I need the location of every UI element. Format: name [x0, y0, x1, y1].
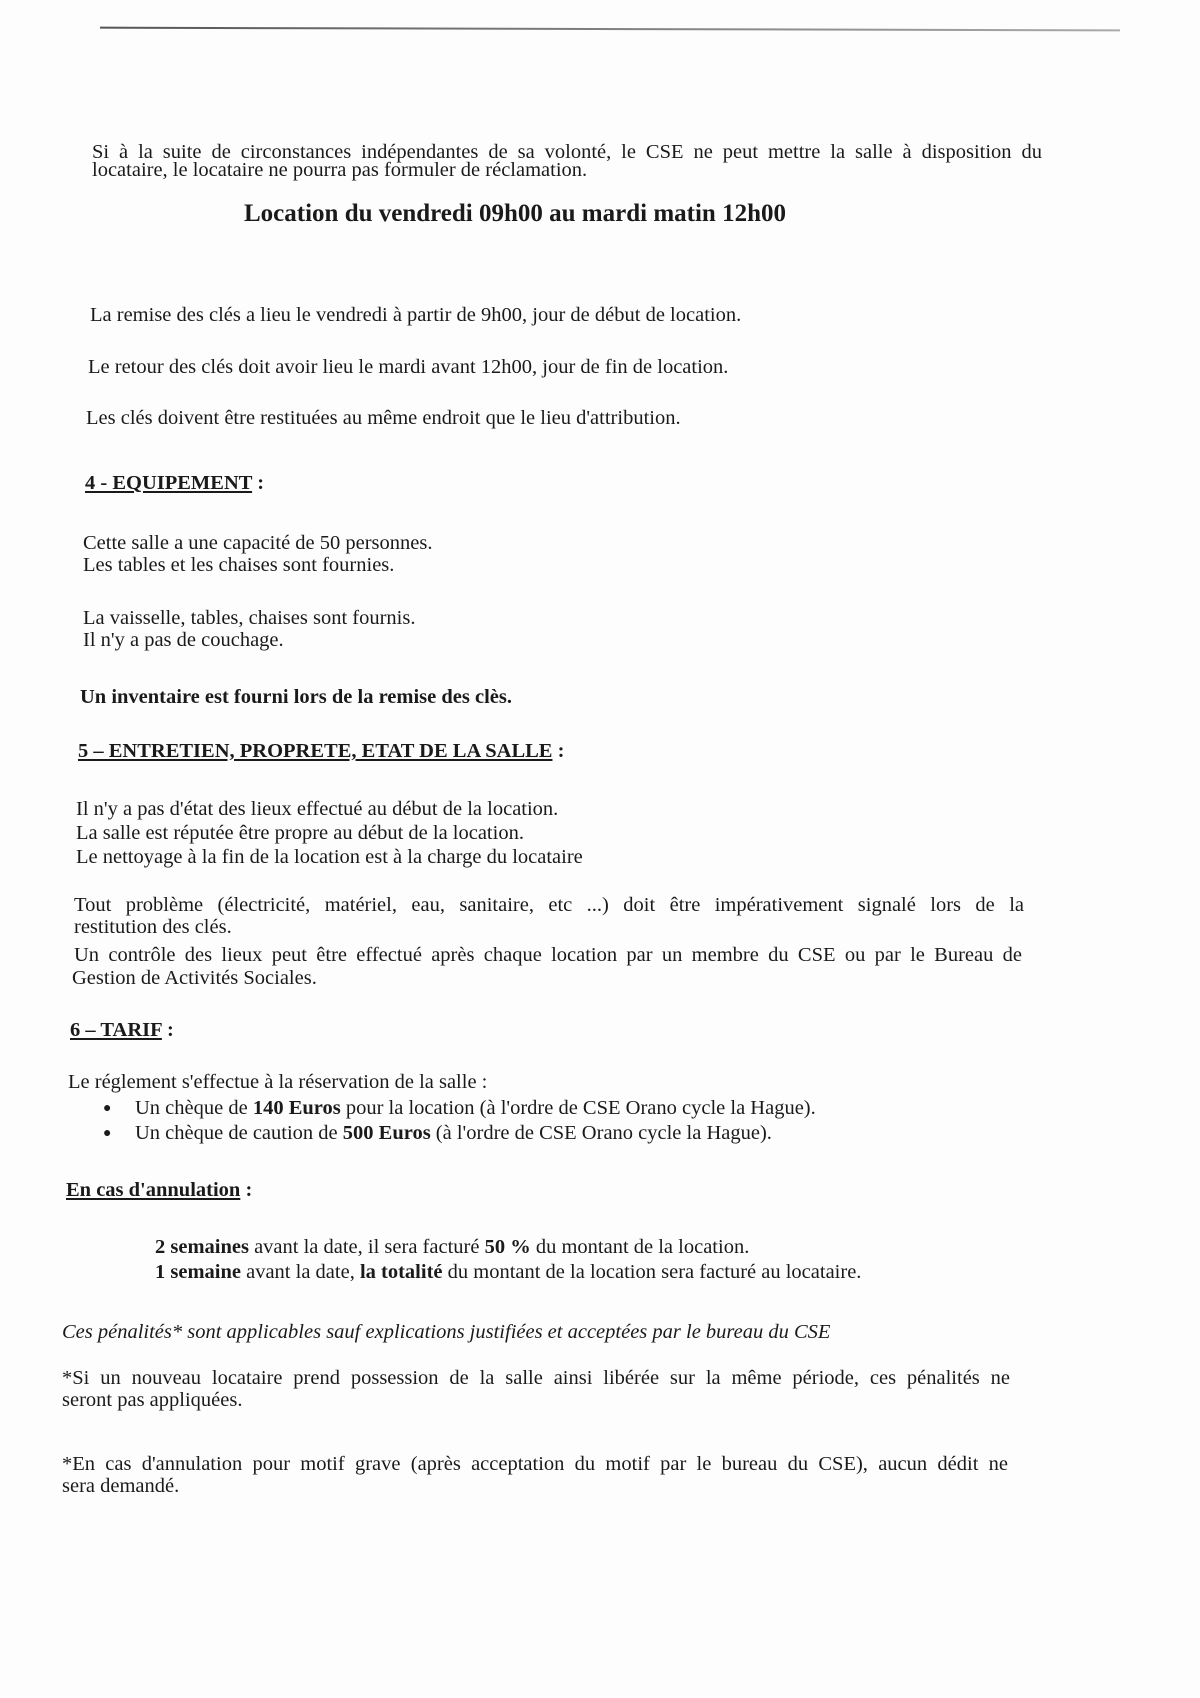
equipment-line: Les tables et les chaises sont fournies.	[83, 554, 395, 576]
penalties-note: Ces pénalités* sont applicables sauf explications justifiées et acceptées par le bureau du CSE	[62, 1321, 831, 1343]
keys-line: Les clés doivent être restituées au même endroit que le lieu d'attribution.	[86, 407, 681, 429]
cancellation-title: En cas d'annulation :	[66, 1179, 253, 1201]
keys-line: La remise des clés a lieu le vendredi à partir de 9h00, jour de début de location.	[90, 304, 742, 326]
control-line-1: Un contrôle des lieux peut être effectué après chaque location par un membre du CSE ou par le Bureau de	[74, 944, 1022, 966]
section-6-title: 6 – TARIF :	[70, 1019, 174, 1041]
equipment-line: Cette salle a une capacité de 50 personnes.	[83, 532, 433, 554]
bullet-icon: ●	[103, 1101, 112, 1116]
intro-line-2: locataire, le locataire ne pourra pas formuler de réclamation.	[92, 159, 588, 181]
cancellation-rule: 1 semaine avant la date, la totalité du montant de la location sera facturé au locataire.	[155, 1261, 862, 1283]
intro-line-1: Si à la suite de circonstances indépendantes de sa volonté, le CSE ne peut mettre la salle à disposition du	[92, 141, 1042, 163]
inventory-note: Un inventaire est fourni lors de la remise des clès.	[80, 686, 512, 708]
equipment-line: La vaisselle, tables, chaises sont fournis.	[83, 607, 416, 629]
problem-line-1: Tout problème (électricité, matériel, eau, sanitaire, etc ...) doit être impérativement signalé lors de la	[74, 894, 1024, 916]
maintenance-line: Il n'y a pas d'état des lieux effectué au début de la location.	[76, 798, 559, 820]
maintenance-line: La salle est réputée être propre au début de la location.	[76, 822, 524, 844]
problem-line-2: restitution des clés.	[74, 916, 232, 938]
bullet-icon: ●	[103, 1126, 112, 1141]
control-line-2: Gestion de Activités Sociales.	[72, 967, 317, 989]
payment-intro: Le réglement s'effectue à la réservation de la salle :	[68, 1071, 488, 1093]
equipment-line: Il n'y a pas de couchage.	[83, 629, 284, 651]
note-1-line-1: *Si un nouveau locataire prend possession de la salle ainsi libérée sur la même période, ces pénalités ne	[62, 1367, 1010, 1389]
payment-bullet: Un chèque de caution de 500 Euros (à l'ordre de CSE Orano cycle la Hague).	[135, 1122, 772, 1144]
section-4-title: 4 - EQUIPEMENT :	[85, 472, 265, 494]
cancellation-rule: 2 semaines avant la date, il sera facturé 50 % du montant de la location.	[155, 1236, 750, 1258]
note-1-line-2: seront pas appliquées.	[62, 1389, 243, 1411]
note-2-line-1: *En cas d'annulation pour motif grave (après acceptation du motif par le bureau du CSE), aucun dédit ne	[62, 1453, 1008, 1475]
maintenance-line: Le nettoyage à la fin de la location est à la charge du locataire	[76, 846, 583, 868]
scan-top-rule	[100, 27, 1120, 32]
payment-bullet: Un chèque de 140 Euros pour la location (à l'ordre de CSE Orano cycle la Hague).	[135, 1097, 816, 1119]
page-heading: Location du vendredi 09h00 au mardi matin 12h00	[244, 200, 786, 227]
keys-line: Le retour des clés doit avoir lieu le mardi avant 12h00, jour de fin de location.	[88, 356, 729, 378]
section-5-title: 5 – ENTRETIEN, PROPRETE, ETAT DE LA SALLE :	[78, 740, 565, 762]
note-2-line-2: sera demandé.	[62, 1475, 180, 1497]
